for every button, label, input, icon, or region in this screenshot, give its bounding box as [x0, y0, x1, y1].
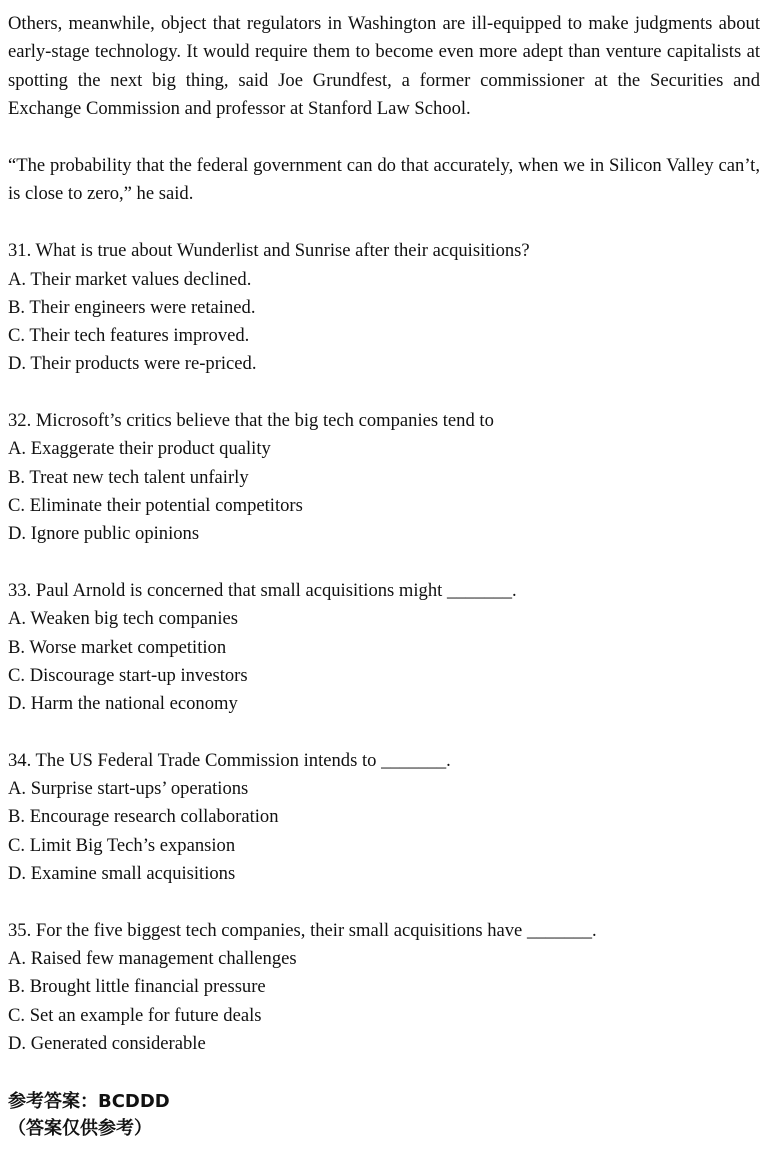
- option-a: A. Their market values declined.: [8, 268, 252, 290]
- option-c: C. Discourage start-up investors: [8, 664, 248, 686]
- option-d: D. Their products were re-priced.: [8, 353, 257, 375]
- option-c: C. Their tech features improved.: [8, 325, 250, 347]
- option-d: D. Examine small acquisitions: [8, 863, 236, 885]
- answer-key-note: （答案仅供参考）: [8, 1118, 152, 1140]
- passage: [8, 10, 760, 209]
- option-a: A. Raised few management challenges: [8, 948, 297, 970]
- question-35: [8, 917, 760, 1058]
- question-stem: 32. Microsoft’s critics believe that the big tech companies tend to: [8, 410, 494, 432]
- option-a: A. Weaken big tech companies: [8, 608, 238, 630]
- document-page: [8, 10, 760, 1142]
- question-34: [8, 747, 760, 888]
- question-stem: 31. What is true about Wunderlist and Sunrise after their acquisitions?: [8, 240, 530, 262]
- option-b: B. Worse market competition: [8, 636, 227, 658]
- option-c: C. Set an example for future deals: [8, 1004, 262, 1026]
- question-31: [8, 237, 760, 378]
- answer-key: [8, 1088, 760, 1142]
- question-stem: 35. For the five biggest tech companies, their small acquisitions have _______.: [8, 919, 597, 941]
- option-c: C. Limit Big Tech’s expansion: [8, 834, 236, 856]
- option-d: D. Harm the national economy: [8, 693, 238, 715]
- option-b: B. Brought little financial pressure: [8, 976, 266, 998]
- answer-key-label: 参考答案：BCDDD: [8, 1091, 170, 1113]
- passage-paragraph: “The probability that the federal government can do that accurately, when we in Silicon Valley can’t, is close to zero,” he said.: [8, 155, 760, 205]
- question-33: [8, 577, 760, 718]
- question-stem: 33. Paul Arnold is concerned that small acquisitions might _______.: [8, 579, 517, 601]
- option-d: D. Ignore public opinions: [8, 523, 200, 545]
- option-d: D. Generated considerable: [8, 1032, 206, 1054]
- option-a: A. Exaggerate their product quality: [8, 438, 271, 460]
- option-c: C. Eliminate their potential competitors: [8, 494, 303, 516]
- question-stem: 34. The US Federal Trade Commission intends to _______.: [8, 749, 451, 771]
- option-a: A. Surprise start-ups’ operations: [8, 778, 249, 800]
- option-b: B. Encourage research collaboration: [8, 806, 279, 828]
- option-b: B. Their engineers were retained.: [8, 296, 256, 318]
- question-32: [8, 407, 760, 548]
- passage-paragraph: Others, meanwhile, object that regulators in Washington are ill-equipped to make judgments about early-stage technology. It would require them to become even more adept than venture capitalists at spotting the next big thing, said Joe Grundfest, a former commissioner at the Securities and Exchange Commission and professor at Stanford Law School.: [8, 13, 760, 120]
- option-b: B. Treat new tech talent unfairly: [8, 466, 249, 488]
